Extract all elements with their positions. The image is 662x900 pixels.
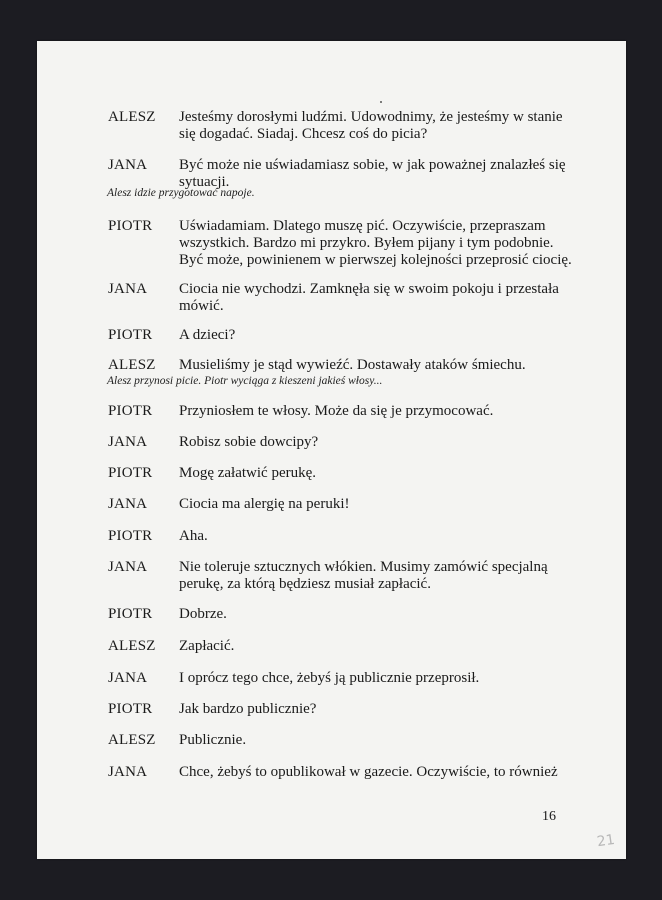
speaker-name: ALESZ — [108, 109, 156, 125]
speaker-name: PIOTR — [108, 218, 153, 234]
dialogue-text: Publicznie. — [179, 732, 247, 748]
dialogue-text: Mogę załatwić perukę. — [179, 465, 317, 481]
speaker-name: JANA — [108, 434, 148, 450]
dialogue-text: Uświadamiam. Dlatego muszę pić. Oczywiście, przepraszam wszystkich. Bardzo mi przykro. Byłem pijany i tym podobnie. Być może, powinienem w pierwszej kolejności przeprosić ciocię. — [179, 218, 572, 268]
speaker-name: JANA — [108, 670, 148, 686]
speaker-name: PIOTR — [108, 701, 153, 717]
dialogue-text: Być może nie uświadamiasz sobie, w jak poważnej znalazłeś się sytuacji. — [179, 157, 566, 190]
dialogue-text: Chce, żebyś to opublikował w gazecie. Oczywiście, to również — [179, 764, 558, 780]
stage-direction-text: Alesz przynosi picie. Piotr wyciąga z kieszeni jakieś włosy... — [107, 375, 383, 387]
speaker-name: JANA — [108, 496, 148, 512]
speaker-name: JANA — [108, 157, 148, 173]
speaker-name: PIOTR — [108, 528, 153, 544]
speaker-name: ALESZ — [108, 638, 156, 654]
dialogue-text: A dzieci? — [179, 327, 236, 343]
dialogue-text: Nie toleruje sztucznych włókien. Musimy zamówić specjalną perukę, za którą będziesz musiał zapłacić. — [179, 559, 548, 592]
speaker-name: JANA — [108, 281, 148, 297]
script-page — [37, 41, 626, 859]
dialogue-text: Ciocia nie wychodzi. Zamknęła się w swoim pokoju i przestała mówić. — [179, 281, 559, 314]
speaker-name: PIOTR — [108, 327, 153, 343]
dialogue-text: Ciocia ma alergię na peruki! — [179, 496, 350, 512]
dialogue-text: Jesteśmy dorosłymi ludźmi. Udowodnimy, że jesteśmy w stanie się dogadać. Siadaj. Chcesz coś do picia? — [179, 109, 563, 142]
speaker-name: JANA — [108, 764, 148, 780]
dialogue-text: I oprócz tego chce, żebyś ją publicznie przeprosił. — [179, 670, 480, 686]
dialogue-text: Zapłacić. — [179, 638, 235, 654]
speaker-name: JANA — [108, 559, 148, 575]
dialogue-text: Musieliśmy je stąd wywieźć. Dostawały ataków śmiechu. — [179, 357, 526, 373]
dialogue-text: Dobrze. — [179, 606, 227, 622]
dialogue-text: Przyniosłem te włosy. Może da się je przymocować. — [179, 403, 494, 419]
dialogue-text: Jak bardzo publicznie? — [179, 701, 317, 717]
page-number: 16 — [542, 809, 556, 824]
speaker-name: ALESZ — [108, 732, 156, 748]
speaker-name: PIOTR — [108, 403, 153, 419]
pencil-mark: 21 — [595, 831, 616, 851]
speaker-name: PIOTR — [108, 606, 153, 622]
dialogue-text: Robisz sobie dowcipy? — [179, 434, 319, 450]
page-speck — [380, 101, 382, 103]
stage-direction-text: Alesz idzie przygotować napoje. — [107, 187, 255, 199]
dialogue-text: Aha. — [179, 528, 208, 544]
speaker-name: PIOTR — [108, 465, 153, 481]
speaker-name: ALESZ — [108, 357, 156, 373]
